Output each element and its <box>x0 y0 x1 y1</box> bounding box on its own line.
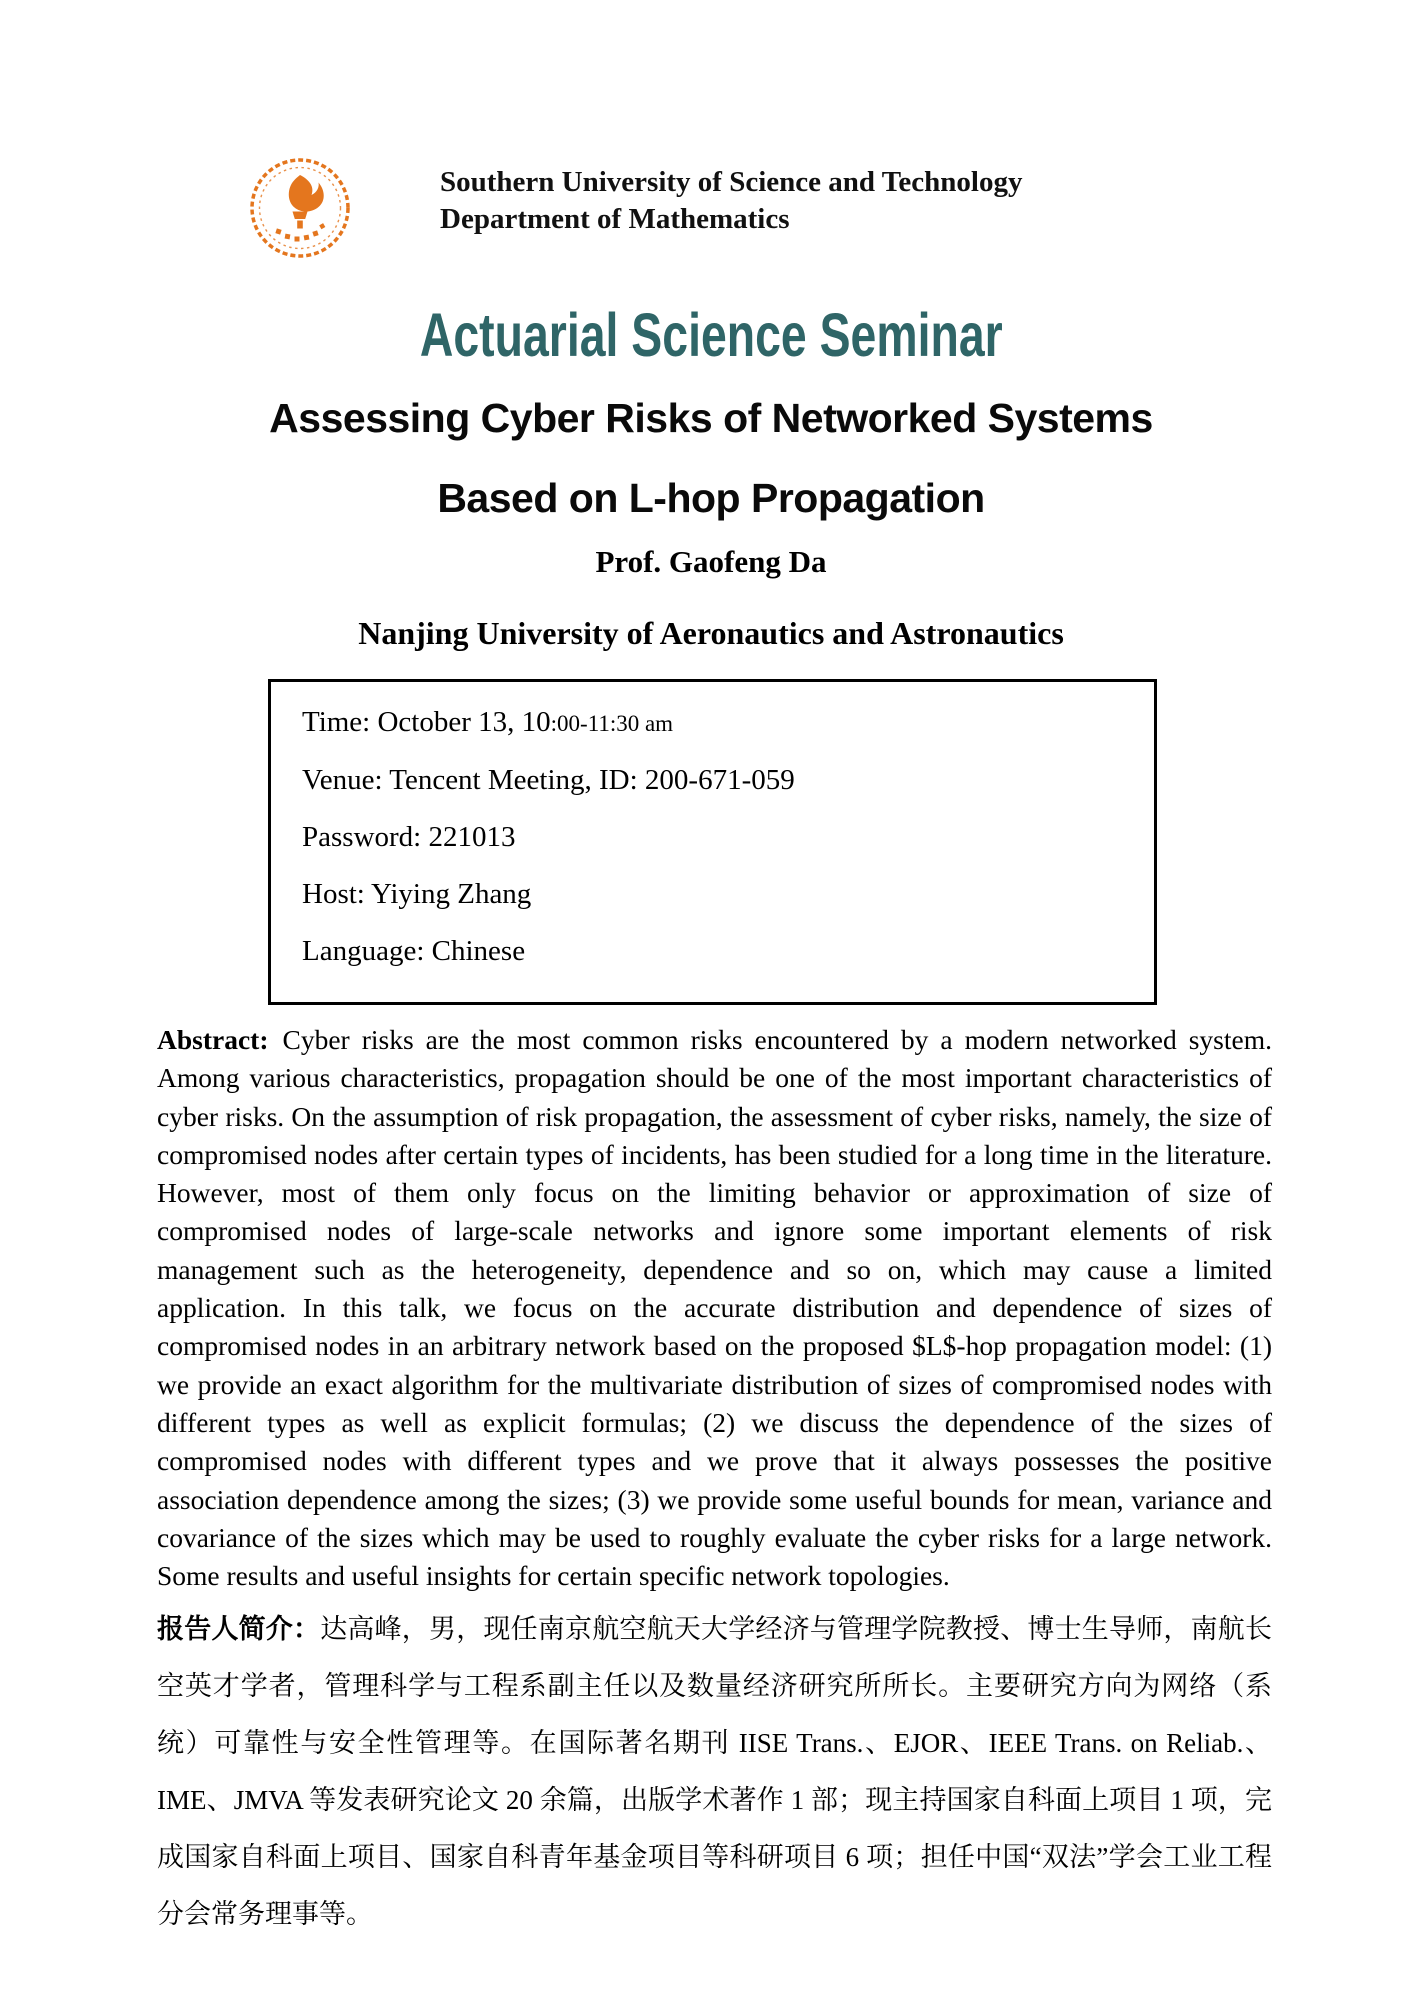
meeting-password: Password: 221013 <box>302 821 516 853</box>
abstract-label: Abstract: <box>157 1024 269 1055</box>
abstract-paragraph <box>157 1021 1272 1595</box>
meeting-language: Language: Chinese <box>302 935 526 967</box>
university-name: Southern University of Science and Technology <box>440 166 1023 198</box>
meeting-host: Host: Yiying Zhang <box>302 878 532 910</box>
document-header <box>0 0 1422 260</box>
bio-label: 报告人简介： <box>157 1614 321 1645</box>
sustech-logo-icon <box>248 156 352 260</box>
speaker-name: Prof. Gaofeng Da <box>595 544 827 579</box>
header-text-block <box>440 156 1022 238</box>
talk-title-line2: Based on L-hop Propagation <box>437 475 985 521</box>
bio-body: 达高峰，男，现任南京航空航天大学经济与管理学院教授、博士生导师，南航长空英才学者，管理科学与工程系副主任以及数量经济研究所所长。主要研究方向为网络（系统）可靠性与安全性管理等。在国际著名期刊 IISE Trans.、EJOR、IEEE Trans. on Reliab.、IME、JMVA 等发表研究论文 20 余篇，出版学术著作 1 部；现主持国家自科面上项目 1 项，完成国家自科面上项目、国家自科青年基金项目等科研项目 6 项；担任中国“双法”学会工业工程分会常务理事等。 <box>157 1614 1273 1930</box>
department-name: Department of Mathematics <box>440 203 790 235</box>
meeting-time-detail: :00-11:30 am <box>550 711 674 736</box>
talk-title-line1: Assessing Cyber Risks of Networked Systems <box>269 395 1153 441</box>
abstract-body: Cyber risks are the most common risks encountered by a modern networked system. Among various characteristics, propagation should be one of the most important characteristics of cyber risks. On the assumption of risk propagation, the assessment of cyber risks, namely, the size of compromised nodes after certain types of incidents, has been studied for a long time in the literature. However, most of them only focus on the limiting behavior or approximation of size of compromised nodes of large-scale networks and ignore some important elements of risk management such as the heterogeneity, dependence and so on, which may cause a limited application. In this talk, we focus on the accurate distribution and dependence of sizes of compromised nodes in an arbitrary network based on the proposed $L$-hop propagation model: (1) we provide an exact algorithm for the multivariate distribution of sizes of compromised nodes with different types as well as explicit formulas; (2) we discuss the dependence of the sizes of compromised nodes with different types and we prove that it always possesses the positive association dependence among the sizes; (3) we provide some useful bounds for mean, variance and covariance of the sizes which may be used to roughly evaluate the cyber risks for a large network. Some results and useful insights for certain specific network topologies. <box>157 1024 1272 1592</box>
seminar-series-title: Actuarial Science Seminar <box>419 301 1003 370</box>
meeting-time: Time: October 13, 10:00-11:30 am <box>302 706 674 738</box>
speaker-affiliation: Nanjing University of Aeronautics and Astronautics <box>358 615 1064 651</box>
meeting-venue: Venue: Tencent Meeting, ID: 200-671-059 <box>302 764 795 796</box>
speaker-bio-paragraph <box>157 1601 1272 1943</box>
meeting-info-box <box>268 679 1157 1005</box>
